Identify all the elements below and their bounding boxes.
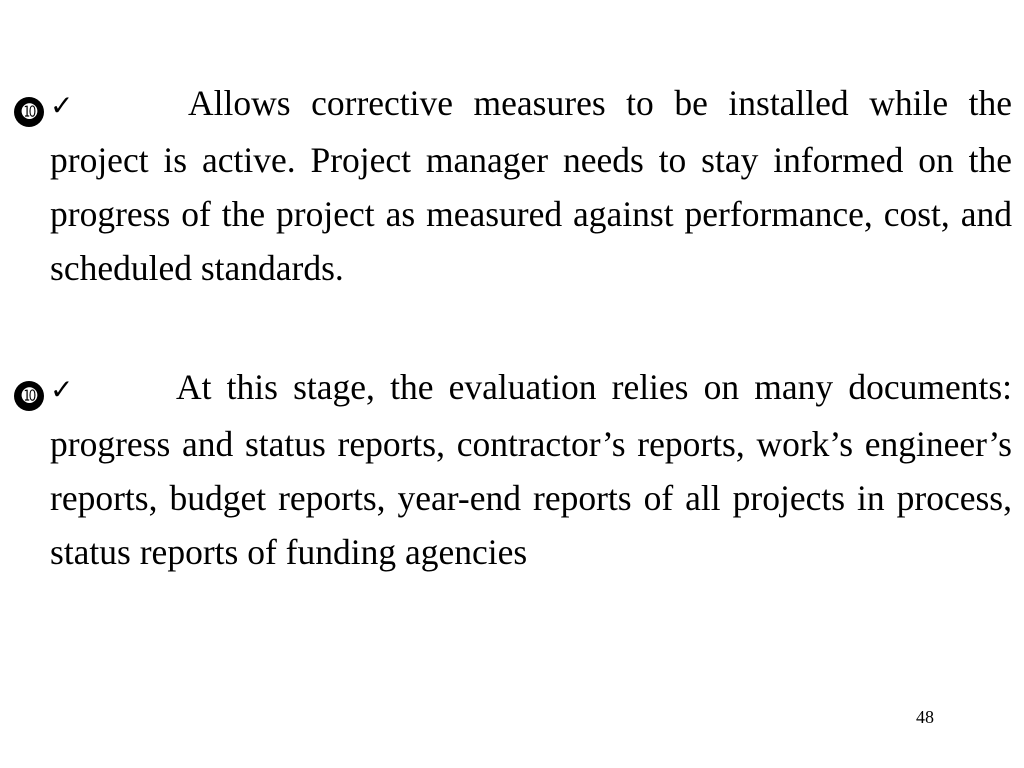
marker-glyph: ➓	[14, 381, 44, 411]
bullet-item	[14, 76, 1012, 295]
bullet-paragraph	[14, 360, 1012, 579]
checkmark-icon: ✓	[50, 373, 74, 406]
circled-number-icon	[14, 76, 50, 130]
bullet-text: Allows corrective measures to be installed while the project is active. Project manager needs to stay informed on the progress of the project as measured against performance, cost, and scheduled standards.	[50, 83, 1012, 288]
page-number: 48	[916, 707, 934, 727]
marker-glyph: ➓	[14, 97, 44, 127]
bullet-text: At this stage, the evaluation relies on many documents: progress and status reports, contractor’s reports, work’s engineer’s reports, budget reports, year-end reports of all projects in process, status reports of funding agencies	[50, 367, 1012, 572]
checkmark-icon: ✓	[50, 89, 74, 122]
bullet-paragraph	[14, 76, 1012, 295]
bullet-item	[14, 360, 1012, 579]
circled-number-icon	[14, 360, 50, 414]
